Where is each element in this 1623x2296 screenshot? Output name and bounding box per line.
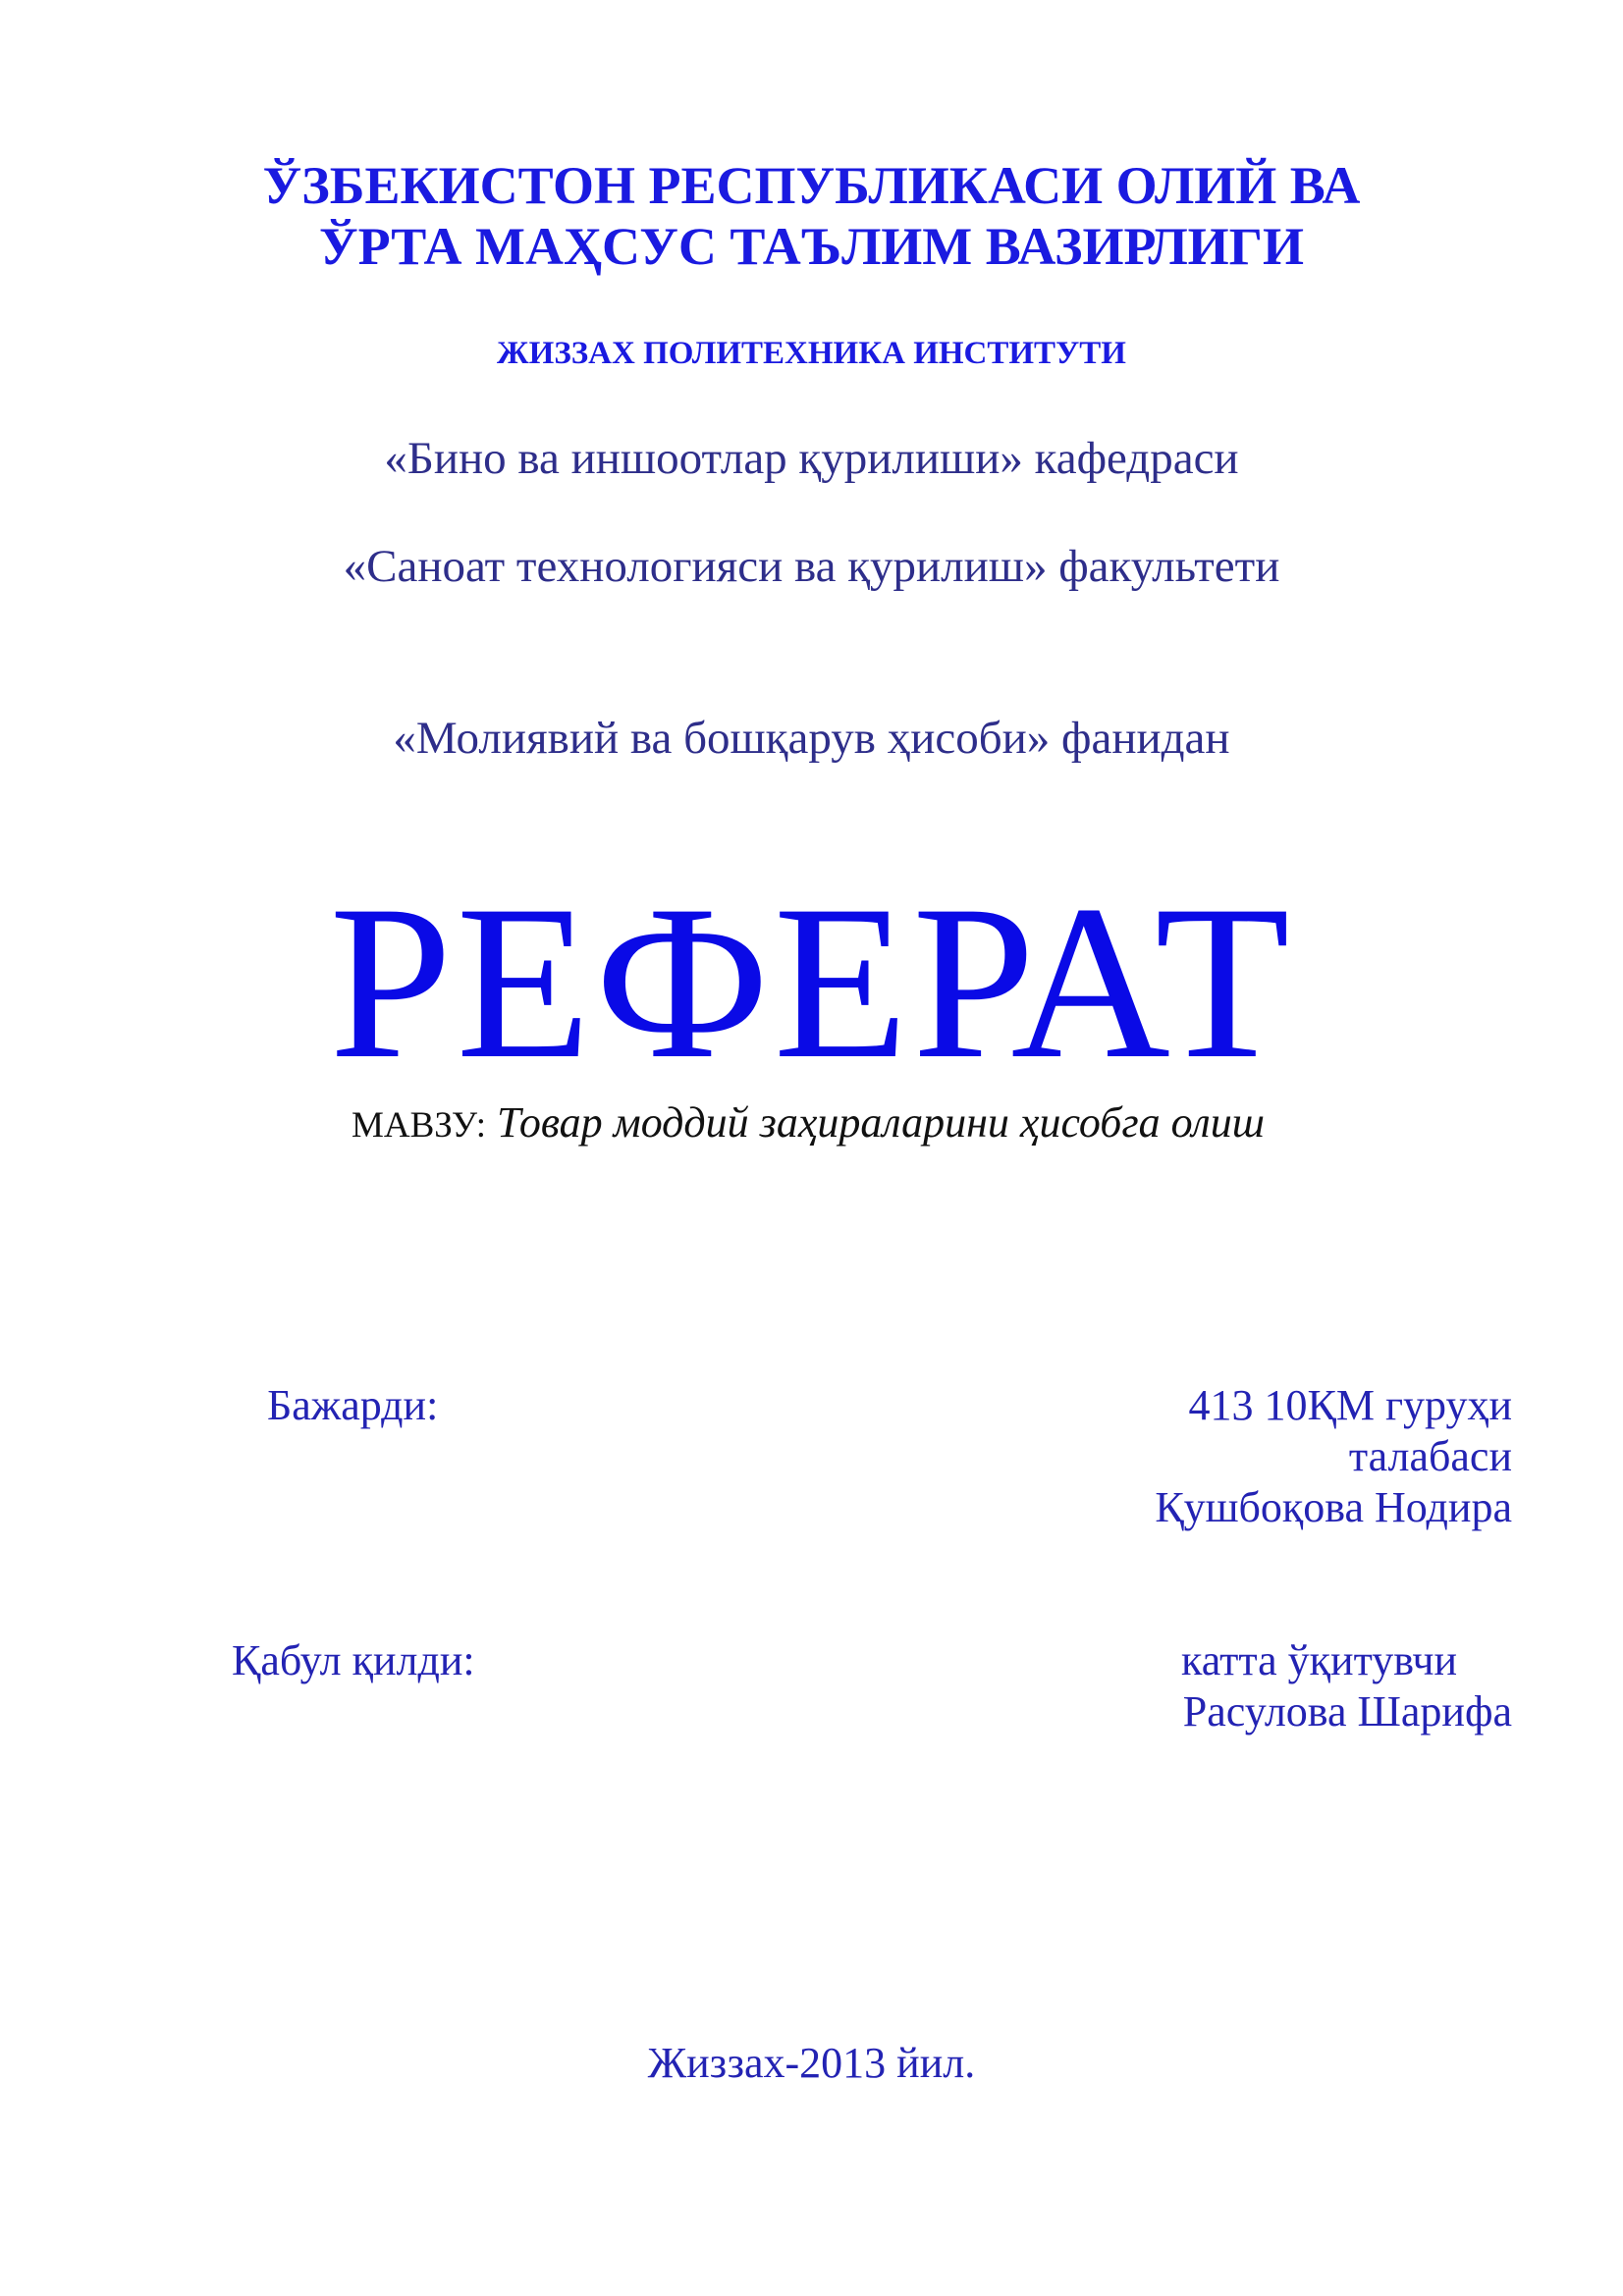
institute-name: ЖИЗЗАХ ПОЛИТЕХНИКА ИНСТИТУТИ [497,336,1126,371]
performed-label: Бажарди: [267,1381,439,1429]
student-role: талабаси [1348,1432,1512,1480]
teacher-name: Расулова Шарифа [1182,1687,1512,1735]
student-group: 413 10ҚМ гуруҳи [1188,1381,1512,1429]
subject-name: «Молиявий ва бошқарув ҳисоби» фанидан [393,713,1230,764]
document-title: РЕФЕРАТ [329,859,1294,1104]
ministry-title-line-1: ЎЗБЕКИСТОН РЕСПУБЛИКАСИ ОЛИЙ ВА [262,156,1361,215]
topic-line [352,1097,1265,1148]
place-year: Жиззах-2013 йил. [647,2039,976,2087]
ministry-title-line-2: ЎРТА МАҲСУС ТАЪЛИМ ВАЗИРЛИГИ [318,217,1305,276]
topic-label: МАВЗУ: [352,1105,486,1146]
faculty-name: «Саноат технологияси ва қурилиш» факультети [343,541,1280,592]
student-name: Қушбоқова Нодира [1155,1483,1512,1531]
teacher-role: катта ўқитувчи [1181,1636,1457,1684]
accepted-label: Қабул қилди: [232,1636,475,1684]
department-name: «Бино ва иншоотлар қурилиши» кафедраси [384,433,1239,484]
topic-text: Товар моддий заҳираларини ҳисобга олиш [496,1098,1265,1147]
